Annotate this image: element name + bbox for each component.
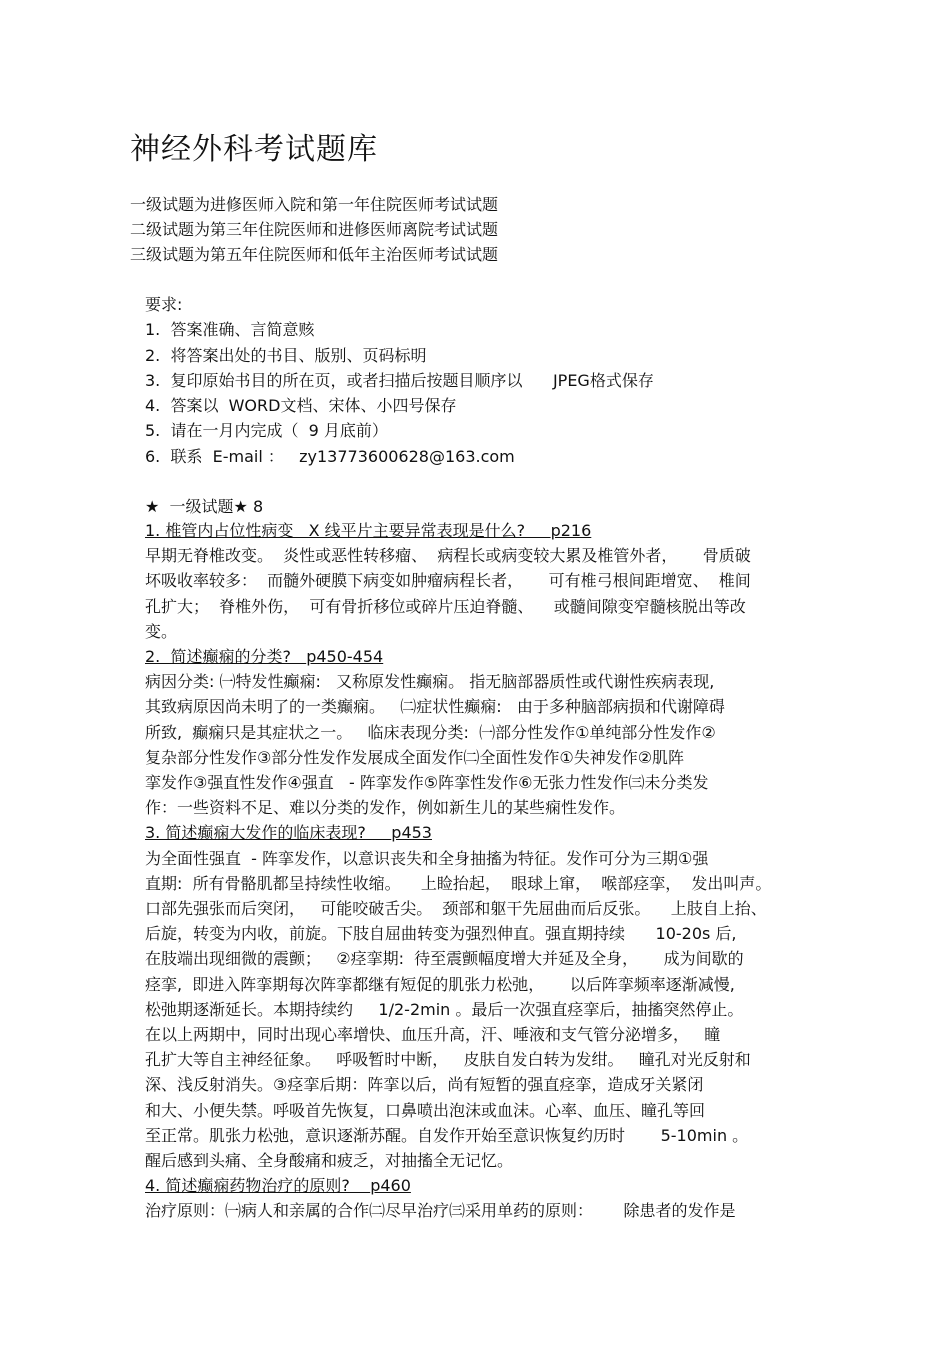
question-heading	[145, 518, 810, 543]
answer-line: 坏吸收率较多： 而髓外硬膜下病变如肿瘤病程长者， 可有椎弓根间距增宽、 椎间	[145, 571, 751, 591]
answer-line: 早期无脊椎改变。 炎性或恶性转移瘤、 病程长或病变较大累及椎管外者， 骨质破	[145, 546, 751, 566]
requirement-item: 1. 答案准确、言简意赅	[145, 320, 315, 340]
page-reference: p450-454	[306, 647, 384, 667]
document-title: 神经外科考试题库	[130, 132, 378, 167]
question-text: 3. 简述癫痫大发作的临床表现?	[145, 823, 392, 843]
answer-line: 松弛期逐渐延长。本期持续约 1/2-2min 。最后一次强直痉挛后，抽搐突然停止。	[145, 999, 744, 1019]
requirement-item: 6. 联系 E-mail ： zy13773600628@163.com	[145, 446, 515, 466]
answer-line: 作：一些资料不足、难以分类的发作，例如新生儿的某些痫性发作。	[145, 798, 626, 818]
answer-line: 在以上两期中，同时出现心率增快、血压升高，汗、唾液和支气管分泌增多， 瞳	[145, 1025, 721, 1045]
intro-line: 二级试题为第三年住院医师和进修医师离院考试试题	[130, 220, 499, 239]
requirement-item: 3. 复印原始书目的所在页，或者扫描后按题目顺序以 JPEG格式保存	[145, 370, 654, 390]
question-text: 4. 简述癫痫药物治疗的原则?	[145, 1176, 371, 1196]
answer-line: 至正常。肌张力松弛，意识逐渐苏醒。自发作开始至意识恢复约历时 5-10min 。	[145, 1125, 749, 1145]
answer-line: 病因分类: ㈠特发性癫痫: 又称原发性癫痫。 指无脑部器质性或代谢性疾病表现,	[145, 672, 715, 692]
answer-line: 口部先强张而后突闭， 可能咬破舌尖。 颈部和躯干先屈曲而后反张。 上肢自上抬、	[145, 899, 767, 919]
intro-line: 三级试题为第五年住院医师和低年主治医师考试试题	[130, 245, 499, 264]
page-reference: p460	[370, 1176, 411, 1196]
answer-line: 在肢端出现细微的震颤； ②痉挛期: 待至震颤幅度增大并延及全身， 成为间歇的	[145, 949, 744, 969]
question-heading	[145, 1173, 810, 1198]
answer-line: 痉挛, 即进入阵挛期每次阵挛都继有短促的肌张力松弛， 以后阵挛频率逐渐减慢,	[145, 974, 735, 994]
question-heading	[145, 644, 810, 669]
answer-line: 为全面性强直 - 阵挛发作，以意识丧失和全身抽搐为特征。发作可分为三期①强	[145, 848, 709, 868]
page-reference: p216	[550, 521, 592, 540]
requirement-item: 5. 请在一月内完成（ 9 月底前）	[145, 421, 388, 441]
answer-line: 后旋，转变为内收，前旋。下肢自屈曲转变为强烈伸直。强直期持续 10-20s 后,	[145, 924, 737, 944]
answer-line: 所致, 癫痫只是其症状之一。 临床表现分类: ㈠部分性发作①单纯部分性发作②	[145, 722, 716, 742]
intro-line: 一级试题为进修医师入院和第一年住院医师考试试题	[130, 195, 499, 214]
answer-line: 复杂部分性发作③部分性发作发展成全面发作㈡全面性发作①失神发作②肌阵	[145, 747, 685, 767]
requirement-item: 2. 将答案出处的书目、版别、页码标明	[145, 345, 427, 365]
answer-line: 孔扩大； 脊椎外伤， 可有骨折移位或碎片压迫脊髓、 或髓间隙变窄髓核脱出等改	[145, 596, 746, 616]
requirements-heading: 要求:	[145, 295, 183, 314]
answer-line: 治疗原则：㈠病人和亲属的合作㈡尽早治疗㈢采用单药的原则： 除患者的发作是	[145, 1201, 736, 1221]
answer-line: 其致病原因尚未明了的一类癫痫。 ㈡症状性癫痫: 由于多种脑部病损和代谢障碍	[145, 697, 725, 717]
questions-block	[145, 518, 810, 1224]
requirements-block	[145, 292, 654, 469]
answer-line: 直期: 所有骨骼肌都呈持续性收缩。 上睑抬起， 眼球上窜， 喉部痉挛， 发出叫声。	[145, 873, 772, 893]
answer-line: 深、浅反射消失。③痉挛后期：阵挛以后，尚有短暂的强直痉挛，造成牙关紧闭	[145, 1075, 704, 1095]
question-heading	[145, 820, 810, 845]
answer-line: 和大、小便失禁。呼吸首先恢复，口鼻喷出泡沫或血沫。心率、血压、瞳孔等回	[145, 1100, 706, 1120]
question-text: 1. 椎管内占位性病变 X 线平片主要异常表现是什么?	[145, 521, 551, 540]
requirement-item: 4. 答案以 WORD文档、宋体、小四号保存	[145, 396, 457, 416]
answer-line: 孔扩大等自主神经征象。 呼吸暂时中断， 皮肤自发白转为发绀。 瞳孔对光反射和	[145, 1050, 751, 1070]
question-text: 2. 简述癫痫的分类?	[145, 647, 307, 667]
answer-line: 变。	[145, 621, 178, 641]
intro-block	[130, 192, 498, 267]
answer-line: 醒后感到头痛、全身酸痛和疲乏，对抽搐全无记忆。	[145, 1151, 514, 1171]
answer-line: 挛发作③强直性发作④强直 - 阵挛发作⑤阵挛性发作⑥无张力性发作㈢未分类发	[145, 773, 709, 793]
page-reference: p453	[391, 823, 432, 843]
level-heading: ★ 一级试题★ 8	[145, 497, 264, 516]
